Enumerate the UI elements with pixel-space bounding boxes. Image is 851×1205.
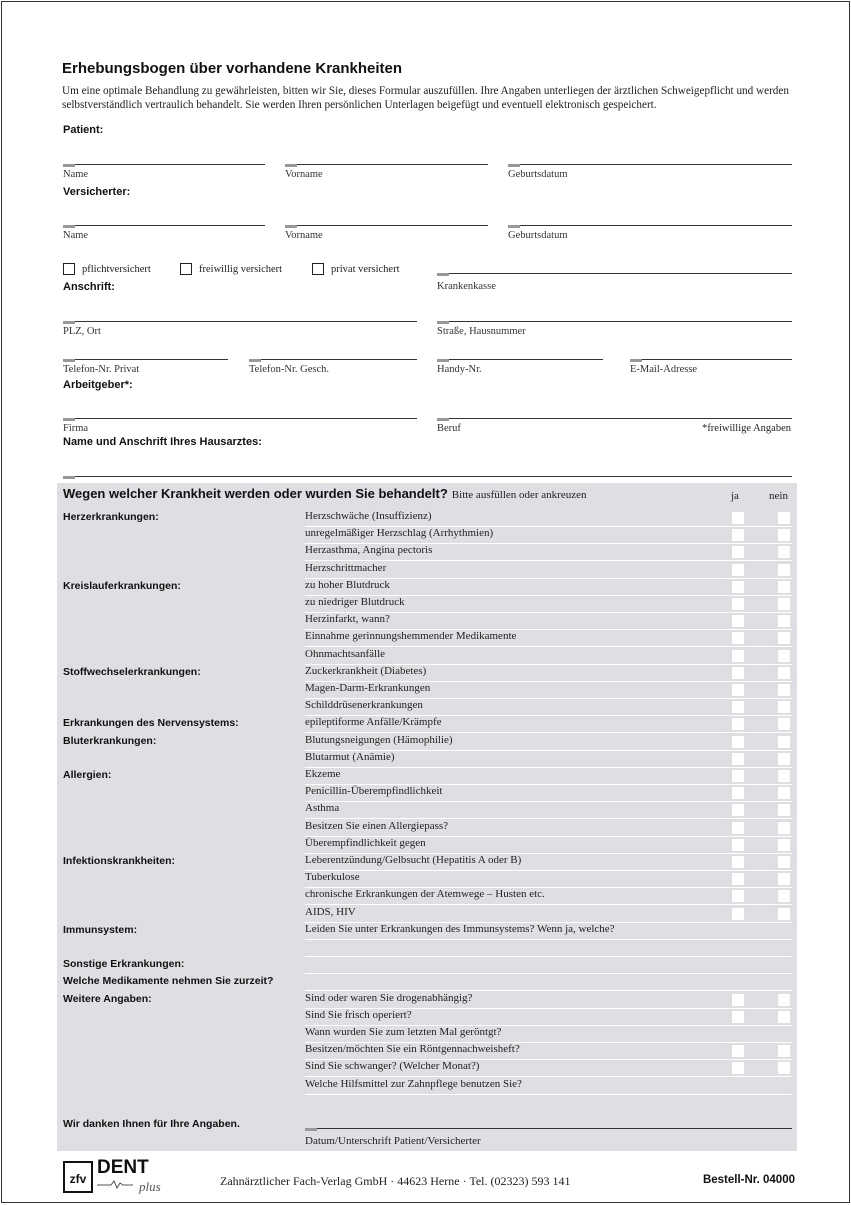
- question-text: Herzasthma, Angina pectoris: [305, 544, 433, 557]
- checkbox-nein[interactable]: [778, 581, 790, 593]
- checkbox-nein[interactable]: [778, 994, 790, 1006]
- question-text: Sind Sie schwanger? (Welcher Monat?): [305, 1060, 480, 1073]
- question-row: [305, 836, 792, 854]
- question-text: Blutungsneigungen (Hämophilie): [305, 733, 453, 746]
- category-label: Herzerkrankungen:: [63, 511, 159, 523]
- checkbox-nein[interactable]: [778, 753, 790, 765]
- checkbox-nein[interactable]: [778, 787, 790, 799]
- checkbox-ja[interactable]: [732, 564, 744, 576]
- question-text: Leiden Sie unter Erkrankungen des Immunsystems? Wenn ja, welche?: [305, 922, 615, 935]
- category-label: Bluterkrankungen:: [63, 734, 157, 747]
- patient-vorname-label: Vorname: [285, 169, 323, 180]
- question-text: Herzschrittmacher: [305, 561, 387, 574]
- checkbox-nein[interactable]: [778, 632, 790, 644]
- checkbox-nein[interactable]: [778, 1062, 790, 1074]
- logo-dent-text: DENT: [97, 1157, 149, 1178]
- pflichtversichert-checkbox[interactable]: [63, 263, 151, 275]
- question-row: [305, 1008, 792, 1026]
- patient-name-label: Name: [63, 169, 89, 180]
- checkbox-nein[interactable]: [778, 529, 790, 541]
- question-text: Schilddrüsenerkrankungen: [305, 699, 423, 712]
- question-text: Ohnmachtsanfälle: [305, 647, 386, 660]
- publisher-info: Zahnärztlicher Fach-Verlag GmbH · 44623 Herne · Tel. (02323) 593 141: [220, 1174, 571, 1188]
- patient-heading: Patient:: [63, 124, 104, 136]
- question-row: [305, 750, 792, 768]
- checkbox-nein[interactable]: [778, 770, 790, 782]
- question-row: [305, 801, 792, 819]
- question-text: Sind oder waren Sie drogenabhängig?: [305, 991, 473, 1004]
- checkbox-nein[interactable]: [778, 615, 790, 627]
- question-row: [305, 561, 792, 579]
- checkbox-nein[interactable]: [778, 908, 790, 920]
- checkbox-nein[interactable]: [778, 650, 790, 662]
- question-row: [305, 819, 792, 837]
- checkbox-icon: [63, 263, 75, 275]
- question-text: Sind Sie frisch operiert?: [305, 1008, 412, 1021]
- patient-geburtsdatum-label: Geburtsdatum: [508, 169, 568, 180]
- checkbox-ja[interactable]: [732, 512, 744, 524]
- question-row: [305, 1059, 792, 1077]
- question-row: [305, 905, 792, 923]
- checkbox-ja[interactable]: [732, 890, 744, 902]
- category-label: Stoffwechselerkrankungen:: [63, 665, 201, 678]
- signature-label: Datum/Unterschrift Patient/Versicherter: [305, 1135, 481, 1147]
- hausarzt-heading: Name und Anschrift Ihres Hausarztes:: [63, 436, 262, 448]
- question-row: [305, 612, 792, 630]
- question-text: Wann wurden Sie zum letzten Mal geröntgt?: [305, 1026, 502, 1038]
- checkbox-ja[interactable]: [732, 994, 744, 1006]
- checkbox-icon: [312, 263, 324, 275]
- checkbox-ja[interactable]: [732, 615, 744, 627]
- checkbox-icon: [180, 263, 192, 275]
- arbeitgeber-heading: Arbeitgeber*:: [63, 379, 133, 391]
- question-text: Penicillin-Überempfindlichkeit: [305, 785, 443, 798]
- question-row: [305, 1042, 792, 1060]
- checkbox-nein[interactable]: [778, 667, 790, 679]
- question-row: [305, 939, 792, 957]
- category-label: Sonstige Erkrankungen:: [63, 958, 185, 971]
- order-number: Bestell-Nr. 04000: [702, 1174, 795, 1186]
- question-row: [305, 973, 792, 991]
- freiwillig-versichert-label: freiwillig versichert: [199, 263, 283, 275]
- versicherter-name-label: Name: [63, 230, 89, 241]
- checkbox-ja[interactable]: [732, 1062, 744, 1074]
- checkbox-nein[interactable]: [778, 873, 790, 885]
- question-text: Zuckerkrankheit (Diabetes): [305, 664, 427, 677]
- question-text: chronische Erkrankungen der Atemwege – Husten etc.: [305, 888, 545, 901]
- question-row: [305, 870, 792, 888]
- checkbox-nein[interactable]: [778, 890, 790, 902]
- versicherter-vorname-label: Vorname: [285, 230, 323, 241]
- checkbox-nein[interactable]: [778, 804, 790, 816]
- category-label: Infektionskrankheiten:: [63, 855, 176, 867]
- question-row: [305, 509, 792, 527]
- question-row: [305, 647, 792, 665]
- signature-line[interactable]: [305, 1128, 792, 1129]
- checkbox-nein[interactable]: [778, 1045, 790, 1057]
- checkbox-ja[interactable]: [732, 650, 744, 662]
- category-label: Kreislauferkrankungen:: [63, 579, 181, 592]
- handy-label: Handy-Nr.: [437, 364, 482, 375]
- checkbox-nein[interactable]: [778, 546, 790, 558]
- checkbox-nein[interactable]: [778, 701, 790, 713]
- checkbox-nein[interactable]: [778, 684, 790, 696]
- question-row: [305, 595, 792, 613]
- checkbox-ja[interactable]: [732, 1045, 744, 1057]
- question-row: [305, 526, 792, 544]
- question-text: Besitzen/möchten Sie ein Röntgennachweisheft?: [305, 1043, 520, 1056]
- checkbox-ja[interactable]: [732, 839, 744, 851]
- question-row: [305, 578, 792, 596]
- checkbox-nein[interactable]: [778, 736, 790, 748]
- checkbox-ja[interactable]: [732, 1011, 744, 1023]
- questionnaire-title: Wegen welcher Krankheit werden oder wurden Sie behandelt?: [63, 486, 448, 501]
- checkbox-ja[interactable]: [732, 787, 744, 799]
- firma-label: Firma: [63, 423, 89, 434]
- checkbox-ja[interactable]: [732, 804, 744, 816]
- question-row: [305, 784, 792, 802]
- checkbox-ja[interactable]: [732, 822, 744, 834]
- beruf-label: Beruf: [437, 423, 461, 434]
- question-text: zu hoher Blutdruck: [305, 578, 390, 591]
- checkbox-nein[interactable]: [778, 564, 790, 576]
- zfv-dent-logo: [63, 1154, 193, 1196]
- anschrift-heading: Anschrift:: [63, 281, 115, 293]
- question-row: [305, 991, 792, 1009]
- checkbox-nein[interactable]: [778, 718, 790, 730]
- question-row: [305, 715, 792, 733]
- category-label: Weitere Angaben:: [63, 992, 152, 1005]
- email-label: E-Mail-Adresse: [630, 364, 698, 375]
- question-row: [305, 767, 792, 785]
- logo-plus-text: plus: [139, 1179, 161, 1194]
- question-text: Magen-Darm-Erkrankungen: [305, 682, 431, 694]
- form-title: Erhebungsbogen über vorhandene Krankheiten: [62, 60, 403, 77]
- strasse-label: Straße, Hausnummer: [437, 326, 526, 337]
- checkbox-ja[interactable]: [732, 701, 744, 713]
- checkbox-ja[interactable]: [732, 718, 744, 730]
- question-text: zu niedriger Blutdruck: [305, 596, 405, 608]
- checkbox-ja[interactable]: [732, 546, 744, 558]
- privat-versichert-label: privat versichert: [331, 263, 400, 275]
- checkbox-ja[interactable]: [732, 908, 744, 920]
- checkbox-ja[interactable]: [732, 598, 744, 610]
- question-row: [305, 681, 792, 699]
- question-text: Leberentzündung/Gelbsucht (Hepatitis A oder B): [305, 854, 522, 866]
- question-row: [305, 1025, 792, 1043]
- tel-privat-label: Telefon-Nr. Privat: [63, 364, 140, 375]
- question-text: Überempfindlichkeit gegen: [305, 836, 426, 849]
- question-row: [305, 887, 792, 905]
- freiwillig-versichert-checkbox[interactable]: [180, 263, 282, 275]
- question-text: unregelmäßiger Herzschlag (Arrhythmien): [305, 527, 494, 540]
- col-ja-header: ja: [731, 490, 739, 502]
- question-text: AIDS, HIV: [305, 905, 356, 918]
- question-text: Herzschwäche (Insuffizienz): [305, 510, 432, 522]
- question-text: epileptiforme Anfälle/Krämpfe: [305, 716, 442, 729]
- category-label: Immunsystem:: [63, 923, 138, 936]
- checkbox-ja[interactable]: [732, 753, 744, 765]
- versicherter-heading: Versicherter:: [63, 186, 131, 198]
- logo-zfv-text: zfv: [69, 1172, 87, 1186]
- plz-ort-label: PLZ, Ort: [63, 326, 101, 337]
- question-row: [305, 629, 792, 647]
- checkbox-ja[interactable]: [732, 770, 744, 782]
- question-row: [305, 1077, 792, 1095]
- questionnaire-heading: [63, 486, 587, 501]
- col-nein-header: nein: [769, 490, 788, 502]
- checkbox-nein[interactable]: [778, 1011, 790, 1023]
- question-text: Besitzen Sie einen Allergiepass?: [305, 819, 449, 832]
- checkbox-ja[interactable]: [732, 632, 744, 644]
- checkbox-ja[interactable]: [732, 736, 744, 748]
- category-label: Welche Medikamente nehmen Sie zurzeit?: [63, 975, 274, 988]
- krankenkasse-label: Krankenkasse: [437, 281, 496, 292]
- question-text: Tuberkulose: [305, 871, 360, 884]
- question-text: Asthma: [305, 802, 340, 815]
- category-label: Erkrankungen des Nervensystems:: [63, 717, 239, 730]
- checkbox-nein[interactable]: [778, 512, 790, 524]
- checkbox-nein[interactable]: [778, 856, 790, 868]
- checkbox-nein[interactable]: [778, 822, 790, 834]
- question-row: [305, 664, 792, 682]
- question-row: [305, 956, 792, 974]
- signature-mark: [305, 1128, 317, 1131]
- tel-gesch-label: Telefon-Nr. Gesch.: [249, 364, 330, 375]
- category-label: Allergien:: [63, 769, 112, 781]
- question-row: [305, 543, 792, 561]
- question-row: [305, 733, 792, 751]
- checkbox-ja[interactable]: [732, 581, 744, 593]
- checkbox-ja[interactable]: [732, 856, 744, 868]
- question-text: Herzinfarkt, wann?: [305, 613, 390, 626]
- checkbox-nein[interactable]: [778, 839, 790, 851]
- questionnaire-subtitle: Bitte ausfüllen oder ankreuzen: [451, 489, 587, 501]
- question-text: Ekzeme: [305, 768, 341, 780]
- checkbox-ja[interactable]: [732, 684, 744, 696]
- question-text: Einnahme gerinnungshemmender Medikamente: [305, 630, 517, 643]
- question-row: [305, 698, 792, 716]
- question-text: Welche Hilfsmittel zur Zahnpflege benutzen Sie?: [305, 1077, 522, 1090]
- intro-text: Um eine optimale Behandlung zu gewährleisten, bitten wir Sie, dieses Formular auszufüllen. Ihre Angaben unterliegen der ärztlichen Schweigepflicht und werden selbstverständlich vertraulich behandelt. Sie werden Ihren persönlichen Unterlagen beigefügt und eventuell elektronisch gespeichert.: [62, 85, 789, 111]
- thanks-text: Wir danken Ihnen für Ihre Angaben.: [63, 1118, 240, 1130]
- voluntary-note: *freiwillige Angaben: [702, 423, 791, 434]
- question-row: [305, 853, 792, 871]
- form-page: [1, 1, 850, 1203]
- checkbox-nein[interactable]: [778, 598, 790, 610]
- privat-versichert-checkbox[interactable]: [312, 263, 400, 275]
- question-text: Blutarmut (Anämie): [305, 750, 395, 763]
- checkbox-ja[interactable]: [732, 667, 744, 679]
- checkbox-ja[interactable]: [732, 529, 744, 541]
- versicherter-geburtsdatum-label: Geburtsdatum: [508, 230, 568, 241]
- question-row: [305, 922, 792, 940]
- checkbox-ja[interactable]: [732, 873, 744, 885]
- pflichtversichert-label: pflichtversichert: [82, 263, 151, 275]
